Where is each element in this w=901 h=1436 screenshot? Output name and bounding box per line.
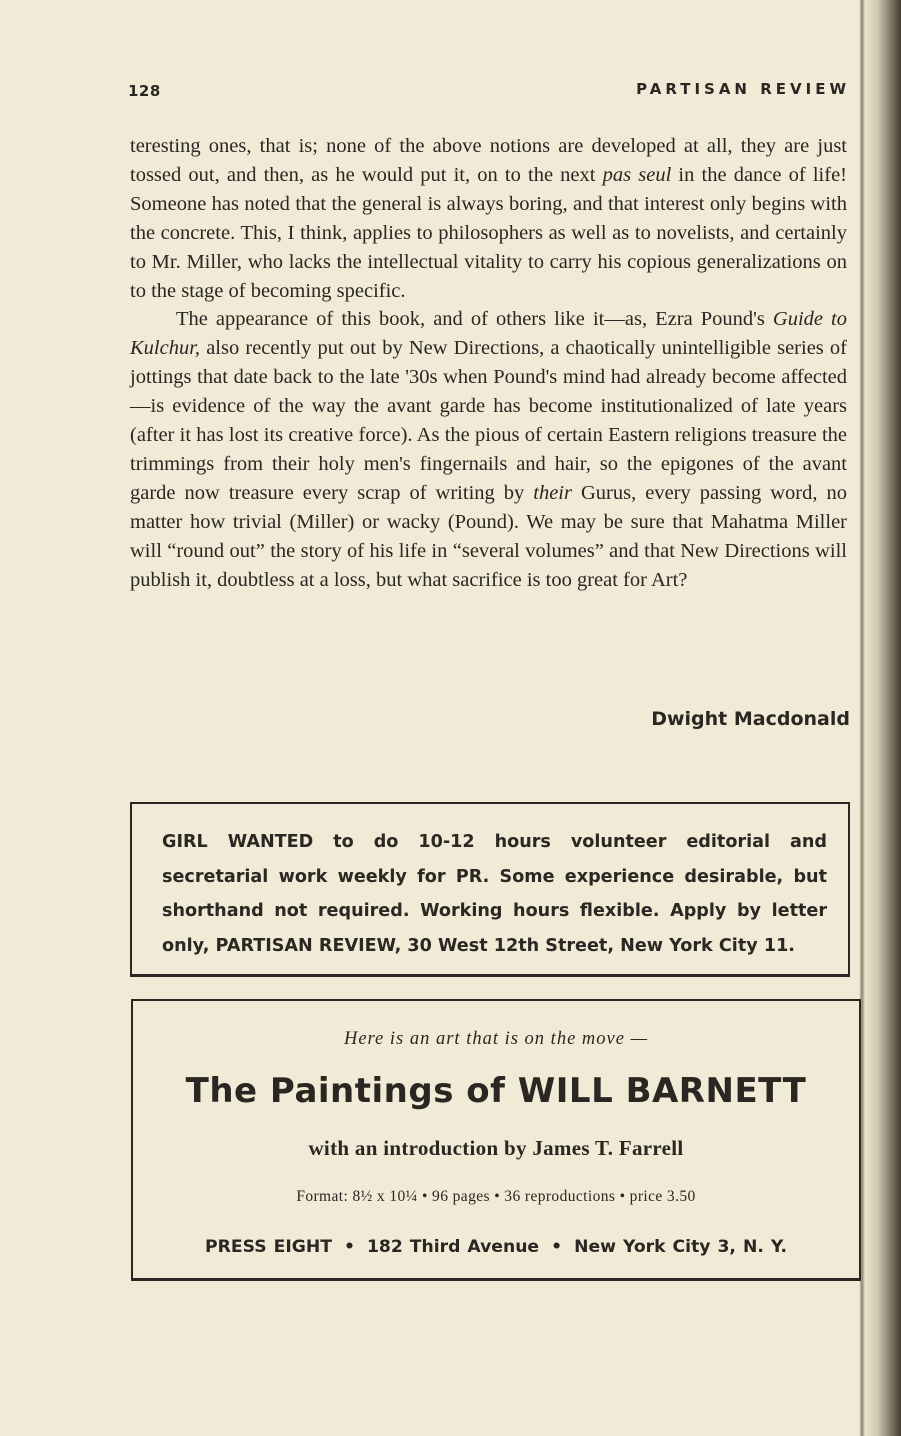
review-body bbox=[130, 132, 847, 595]
review-paragraph-2 bbox=[130, 305, 847, 594]
ad-publisher-address bbox=[133, 1237, 859, 1257]
ad-format-details: Format: 8½ x 10¼ • 96 pages • 36 reproductions • price 3.50 bbox=[296, 1188, 696, 1205]
para2-text-b: also recently put out by New Directions, a chaotically unintelligible series of jottings that date back to the late '30s when Pound's mind had already become affected—is evidence of the way the avant garde has become institutionalized of late years (after it has lost its creative force). As the pious of certain Eastern religions treasure the trimmings from their holy men's fingernails and hair, so the epigones of the avant garde now treasure every scrap of writing by bbox=[130, 337, 847, 504]
ad-intro: Here is an art that is on the move — bbox=[343, 1029, 649, 1049]
para2-italic-title: Guide to Kulchur, bbox=[130, 308, 848, 360]
ad-bullet-1: • bbox=[343, 1237, 355, 1257]
ad-bullet-2: • bbox=[551, 1237, 563, 1257]
para1-italic: pas seul bbox=[602, 163, 672, 186]
para1-text-a: teresting ones, that is; none of the above notions are developed at all, they are just tossed out, and then, as he would put it, on to the next bbox=[130, 135, 847, 186]
review-author: Dwight Macdonald bbox=[651, 708, 850, 730]
para2-text-c: Gurus, every passing word, no matter how trivial (Miller) or wacky (Pound). We may be sure that Mahatma Miller will “round out” the story of his life in “several volumes” and that New Directions will publish it, doubtless at a loss, but what sacrifice is too great for Art? bbox=[130, 481, 847, 591]
wanted-notice-box bbox=[130, 802, 850, 977]
page-number: 128 bbox=[128, 82, 161, 100]
review-paragraph-1 bbox=[130, 132, 847, 305]
running-head-journal-title: PARTISAN REVIEW bbox=[636, 80, 850, 98]
page-edge-shadow bbox=[861, 0, 901, 1436]
ad-city: New York City 3, N. Y. bbox=[574, 1237, 787, 1257]
wanted-notice-text: GIRL WANTED to do 10-12 hours volunteer editorial and secretarial work weekly for PR. Some experience desirable, but shorthand not required. Working hours flexible. Apply by letter only, PARTISAN REVIEW, 30 West 12th Street, New York City 11. bbox=[162, 832, 827, 956]
ad-title: The Paintings of WILL BARNETT bbox=[185, 1071, 807, 1111]
book-advertisement-box bbox=[131, 999, 861, 1281]
para2-italic-their: their bbox=[533, 481, 572, 504]
para1-text-b: in the dance of life! Someone has noted that the general is always boring, and that interest only begins with the concrete. This, I think, applies to philosophers as well as to novelists, and certainly to Mr. Miller, who lacks the intellectual vitality to carry his copious generalizations on to the stage of becoming specific. bbox=[130, 163, 848, 302]
ad-subtitle: with an introduction by James T. Farrell bbox=[308, 1136, 684, 1160]
para2-text-a: The appearance of this book, and of others like it—as, Ezra Pound's bbox=[176, 308, 773, 331]
ad-publisher: PRESS EIGHT bbox=[205, 1237, 332, 1257]
ad-street: 182 Third Avenue bbox=[366, 1237, 540, 1257]
